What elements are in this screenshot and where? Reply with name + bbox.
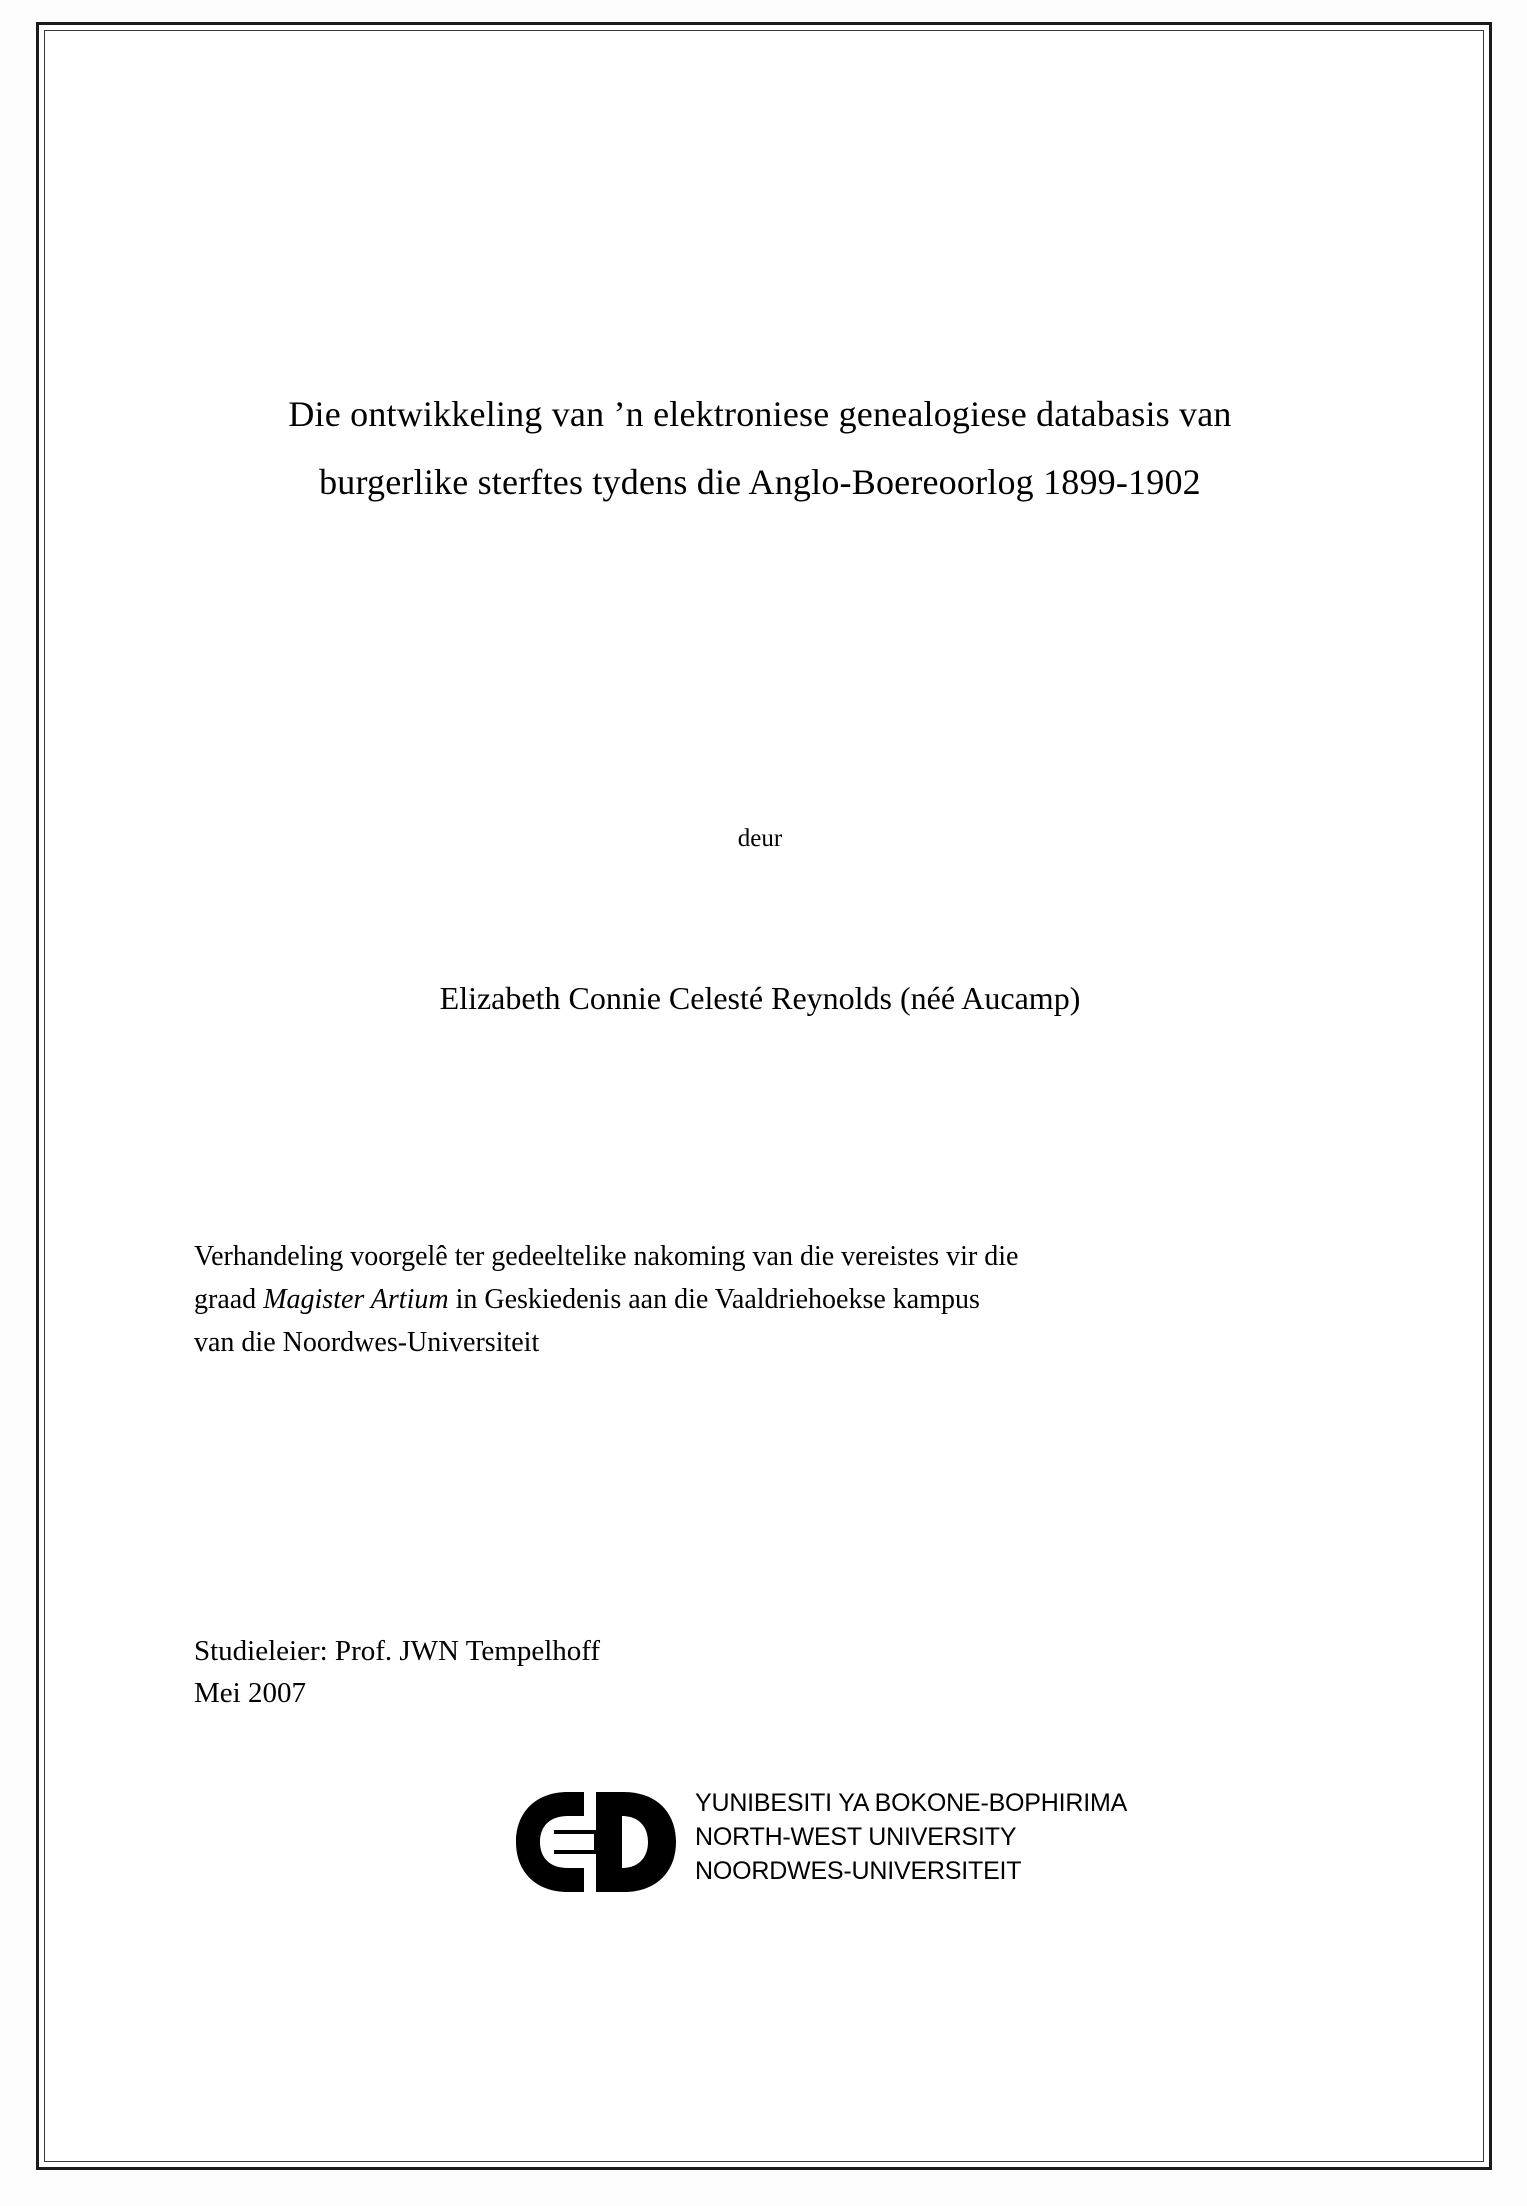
supervisor-name: Studieleier: Prof. JWN Tempelhoff [194, 1635, 601, 1667]
thesis-title [180, 380, 1340, 516]
title-line-2: burgerlike sterftes tydens die Anglo-Boereoorlog 1899-1902 [319, 462, 1201, 502]
degree-statement-line-3: van die Noordwes-Universiteit [194, 1327, 540, 1358]
degree-name-italic: Magister Artium [263, 1284, 449, 1315]
submission-date: Mei 2007 [194, 1677, 306, 1709]
title-page-content [150, 30, 1370, 2130]
degree-statement-line-2-post: in Geskiedenis aan die Vaaldriehoekse kampus [448, 1284, 980, 1315]
university-logo-text [695, 1786, 1127, 1888]
degree-statement [194, 1235, 1342, 1364]
degree-statement-line-1: Verhandeling voorgelê ter gedeeltelike nakoming van die vereistes vir die [194, 1241, 1019, 1272]
logo-text-line-2: NORTH-WEST UNIVERSITY [695, 1823, 1017, 1851]
logo-text-line-1: YUNIBESITI YA BOKONE-BOPHIRIMA [695, 1789, 1128, 1817]
logo-text-line-3: NOORDWES-UNIVERSITEIT [695, 1857, 1022, 1885]
degree-statement-line-2 [194, 1278, 1342, 1321]
supervisor-block [194, 1630, 1194, 1714]
by-label: deur [737, 825, 783, 852]
title-line-1: Die ontwikkeling van ’n elektroniese genealogiese databasis van [288, 394, 1232, 434]
author-name: Elizabeth Connie Celesté Reynolds (néé Aucamp) [439, 980, 1081, 1016]
nwu-logo-icon [510, 1788, 685, 1896]
university-logo [480, 1780, 1200, 1910]
degree-statement-line-2-pre: graad [194, 1284, 264, 1315]
